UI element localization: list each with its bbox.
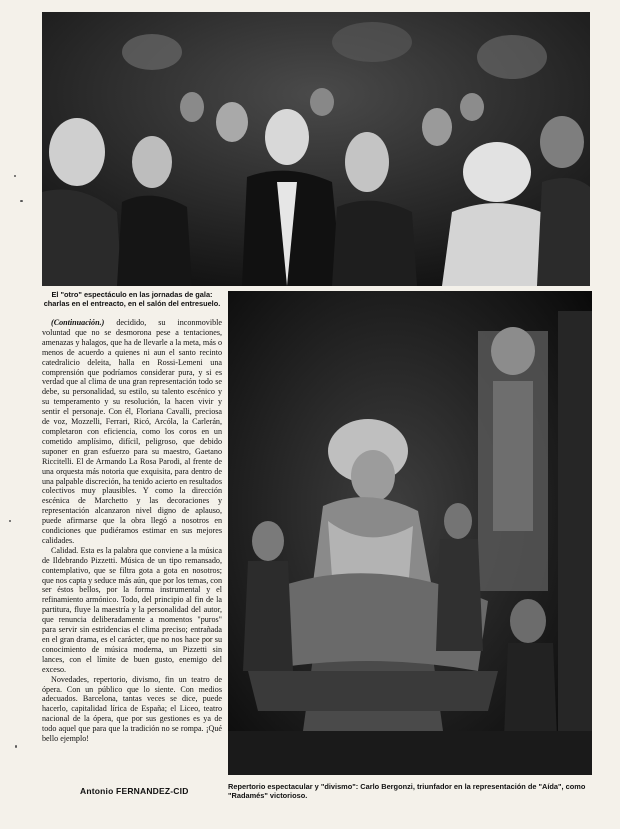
continuation-label: (Continuación.) <box>51 318 105 327</box>
photo-aida-stage <box>228 291 592 775</box>
print-speck <box>14 175 16 177</box>
article-author: Antonio FERNANDEZ-CID <box>80 786 189 796</box>
photo-top-caption: El "otro" espectáculo en las jornadas de gala: charlas en el entreacto, en el salón del entresuelo. <box>43 290 221 308</box>
article-paragraph-2: Calidad. Esta es la palabra que conviene a la música de Ildebrando Pizzetti. Música de un tipo remansado, contemplativo, que se filtra gota a gota en nosotros; que nos capta y seduce más aún, que por los temas, con ser éstos bellos, por la forma instrumental y el refinamiento armónico. Todo, del principio al fin de la partitura, fluye la maestría y la personalidad del autor, que renuncia deliberadamente a momentos "puros" para servir sin estridencias el clima preciso; entrañada en el gran drama, es el carácter, que no nos hace por su conocimiento de música moderna, un Pizzetti sin lances, con el límite de buen gusto, enemigo del exceso. <box>42 545 222 674</box>
aida-stage-image <box>228 291 592 775</box>
print-speck <box>9 520 11 522</box>
paragraph-1-text: decidido, su inconmovible voluntad que no se desmorona pese a tentaciones, amenazas y halagos, que ha de llevarle a la meta, más o menos de acuerdo a quienes ni aun el santo recinto catedralicio deleita, halla en Rossi-Lemeni una comprensión que podríamos considerar pura, y si es verdad que al clima de una gran representación todo se debe, su personalidad, su estilo, su talento escénico y su temperamento y su resolución, la hacen vivir y sentir el personaje. Con él, Floriana Cavalli, preciosa de voz, Mozzelli, Ferrari, Ricó, Arcóla, la Carlerán, completaron con eficiencia, como los coros en un cometido amplísimo, difícil, peligroso, que debido suponer en gran esfuerzo para su maestro, Gaetano Riccitelli. El de Armando La Rosa Parodi, al frente de una orquesta más notoria que exquisita, para dentro de una palpable discreción, ha tenido acierto en resultados colectivos muy plausibles. Y como la dirección escénica de Marchetto y las decoraciones y representación alcanzaron nivel digno de aplauso, puede afirmarse que la obra llegó a nosotros en condiciones que pudiéramos estimar en sus mejores calidades. <box>42 318 223 545</box>
article-paragraph-3: Novedades, repertorio, divismo, fin un teatro de ópera. Con un público que lo siente. Con medios adecuados. Barcelona, tantas veces se dice, puede hacerlo, capitalidad lírica de España; el Liceo, teatro nacional de la ópera, que por sus gestiones es ya de todo aquel que para que la tradición no se rompa. ¡Qué bello ejemplo! <box>42 674 222 744</box>
print-speck <box>20 200 23 202</box>
print-speck <box>15 745 17 748</box>
photo-foyer-crowd <box>42 12 590 286</box>
photo-right-caption: Repertorio espectacular y "divismo": Carlo Bergonzi, triunfador en la representación de "Aída", como "Radamés" victorioso. <box>228 782 586 800</box>
article-paragraph-1 <box>42 318 222 546</box>
article-body <box>42 318 222 744</box>
foyer-crowd-image <box>42 12 590 286</box>
